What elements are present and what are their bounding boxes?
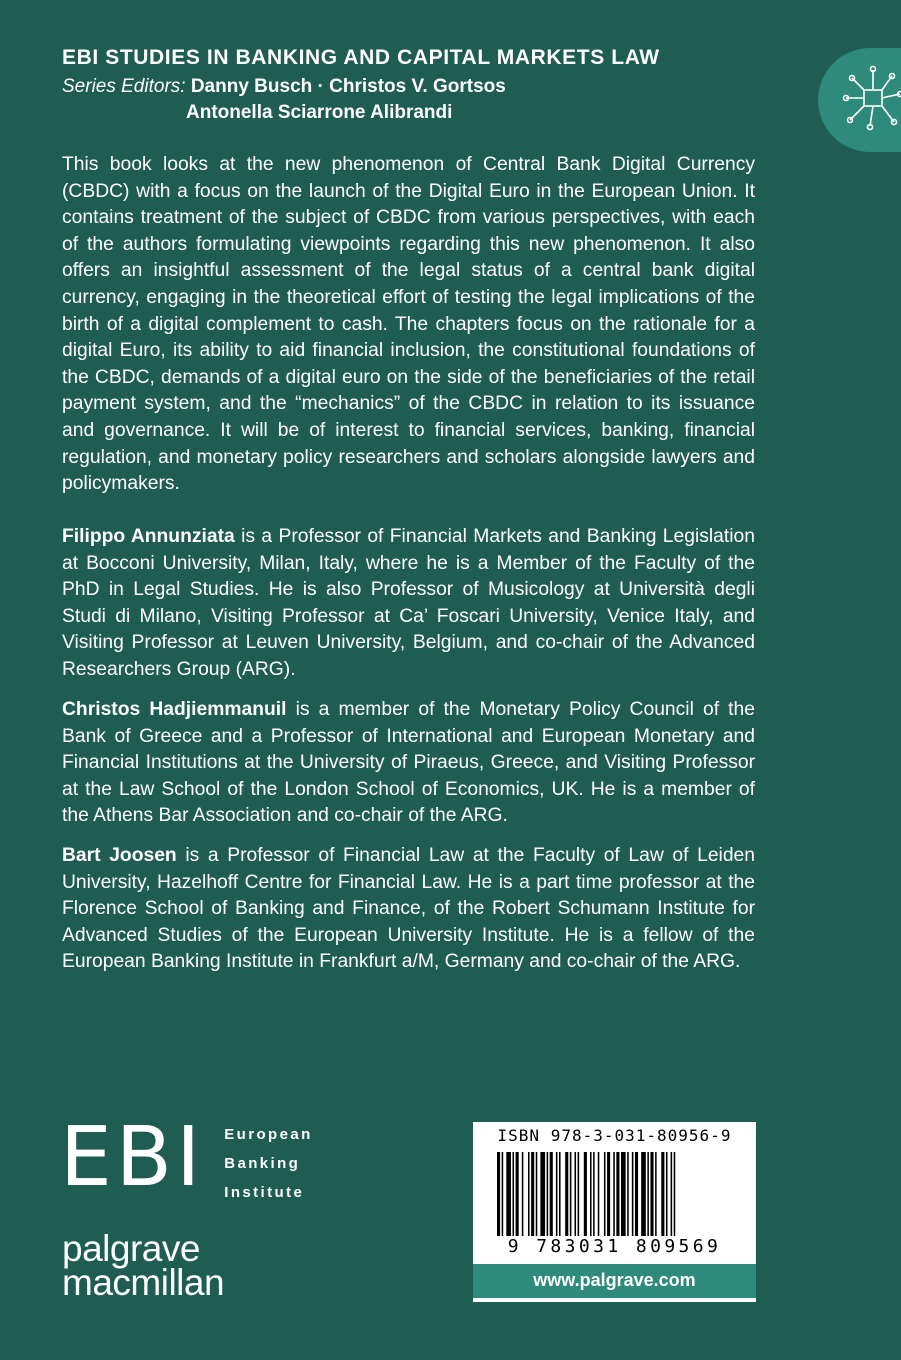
barcode-bar [531,1152,534,1236]
barcode-bar [621,1152,626,1236]
publisher-name-line-2: macmillan [62,1262,225,1303]
barcode-bar [641,1152,646,1236]
barcode-bar [536,1152,538,1236]
barcode-bar [556,1152,558,1236]
barcode-bar [559,1152,561,1236]
barcode-bars [497,1152,732,1236]
barcode-bar [584,1152,587,1236]
ebi-logo-word-1: European [224,1126,313,1143]
barcode-bar [674,1152,676,1236]
barcode-bar [655,1152,657,1236]
ean-digits: 9 783031 809569 [507,1236,722,1257]
barcode-bar [632,1152,634,1236]
author-name: Bart Joosen [62,845,177,866]
series-editors [62,74,506,126]
barcode-bar [506,1152,511,1236]
barcode-bar [613,1152,615,1236]
author-bio [62,697,755,830]
barcode-bar [547,1152,549,1236]
ebi-logo-word-3: Institute [224,1184,305,1201]
ebi-logo [60,1110,313,1207]
barcode-bar [607,1152,610,1236]
publisher-name-line-1: palgrave [62,1228,200,1269]
publisher-url: www.palgrave.com [473,1264,756,1302]
ebi-logo-word-2: Banking [224,1155,301,1172]
isbn-barcode [473,1122,756,1264]
barcode-bar [647,1152,649,1236]
barcode-bar [604,1152,606,1236]
springer-badge [818,48,901,152]
barcode-bar [616,1152,619,1236]
ebi-logo-words [224,1120,312,1207]
author-bio-text: is a Professor of Financial Law at the Faculty of Law of Leiden University, Hazelhoff Centre for Financial Law. He is a part time professor at the Florence School of Banking and Finance, of the Robert Schumann Institute for Advanced Studies of the European University Institute. He is a fellow of the European Banking Institute in Frankfurt a/M, Germany and co-chair of the ARG. [62,845,756,973]
ebi-logo-mark: EBI [60,1110,205,1205]
barcode-bar [570,1152,572,1236]
barcode-bar [513,1152,515,1236]
description-text: This book looks at the new phenomenon of Central Bank Digital Currency (CBDC) with a focus on the launch of the Digital Euro in the European Union. It contains treatment of the subject of CBDC from various perspectives, with each of the authors formulating viewpoints regarding this new phenomenon. It also offers an insightful assessment of the legal status of a central bank digital currency, engaging in the theoretical effort of testing the legal implications of the birth of a digital complement to cash. The chapters focus on the rationale for a digital Euro, its ability to aid financial inclusion, the constitutional foundations of the CBDC, demands of a digital euro on the side of the beneficiaries of the retail payment system, and the “mechanics” of the CBDC in relation to its issuance and governance. It will be of interest to financial services, banking, financial regulation, and monetary policy researchers and scholars alongside lawyers and policymakers. [62,154,755,495]
book-description [62,152,755,498]
barcode-bar [666,1152,668,1236]
author-name: Filippo Annunziata [62,526,235,547]
barcode-bar [661,1152,664,1236]
series-title: EBI STUDIES IN BANKING AND CAPITAL MARKETS LAW [62,46,660,69]
barcode-bar [627,1152,629,1236]
barcode-bar [578,1152,580,1236]
barcode-bar [635,1152,638,1236]
barcode-bar [550,1152,553,1236]
barcode-bar [497,1152,500,1236]
barcode-bar [590,1152,592,1236]
barcode-bar [522,1152,524,1236]
isbn-text: ISBN 978-3-031-80956-9 [497,1126,732,1145]
publisher-logo [62,1228,225,1303]
barcode-bar [650,1152,653,1236]
author-name: Christos Hadjiemmanuil [62,699,287,720]
author-bio-text: is a Professor of Financial Markets and Banking Legislation at Bocconi University, Milan, Italy, where he is a Member of the Faculty of the PhD in Legal Studies. He is also Professor of Musicology at Università degli Studi di Milano, Visiting Professor at Ca’ Foscari University, Venice Italy, and Visiting Professor at Leuven University, Belgium, and co-chair of the Advanced Researchers Group (ARG). [62,526,755,680]
springer-network-icon [842,64,901,132]
barcode-bar [516,1152,519,1236]
barcode-bar [575,1152,577,1236]
barcode-bar [540,1152,545,1236]
barcode-bar [671,1152,673,1236]
author-bio-text: is a member of the Monetary Policy Council of the Bank of Greece and a Professor of International and European Monetary and Financial Institutions at the University of Piraeus, Greece, and Visiting Professor at the Law School of the London School of Economics, UK. He is a member of the Athens Bar Association and co-chair of the ARG. [62,699,755,827]
barcode-bar [502,1152,504,1236]
barcode-bar [565,1152,568,1236]
editors-label: Series Editors: [62,76,186,97]
barcode-bar [528,1152,530,1236]
author-bio [62,843,755,976]
editors-line-2: Antonella Sciarrone Alibrandi [186,102,453,123]
barcode-bar [598,1152,600,1236]
editors-line-1: Danny Busch · Christos V. Gortsos [190,76,506,97]
barcode-bar [593,1152,595,1236]
author-bio [62,524,755,684]
